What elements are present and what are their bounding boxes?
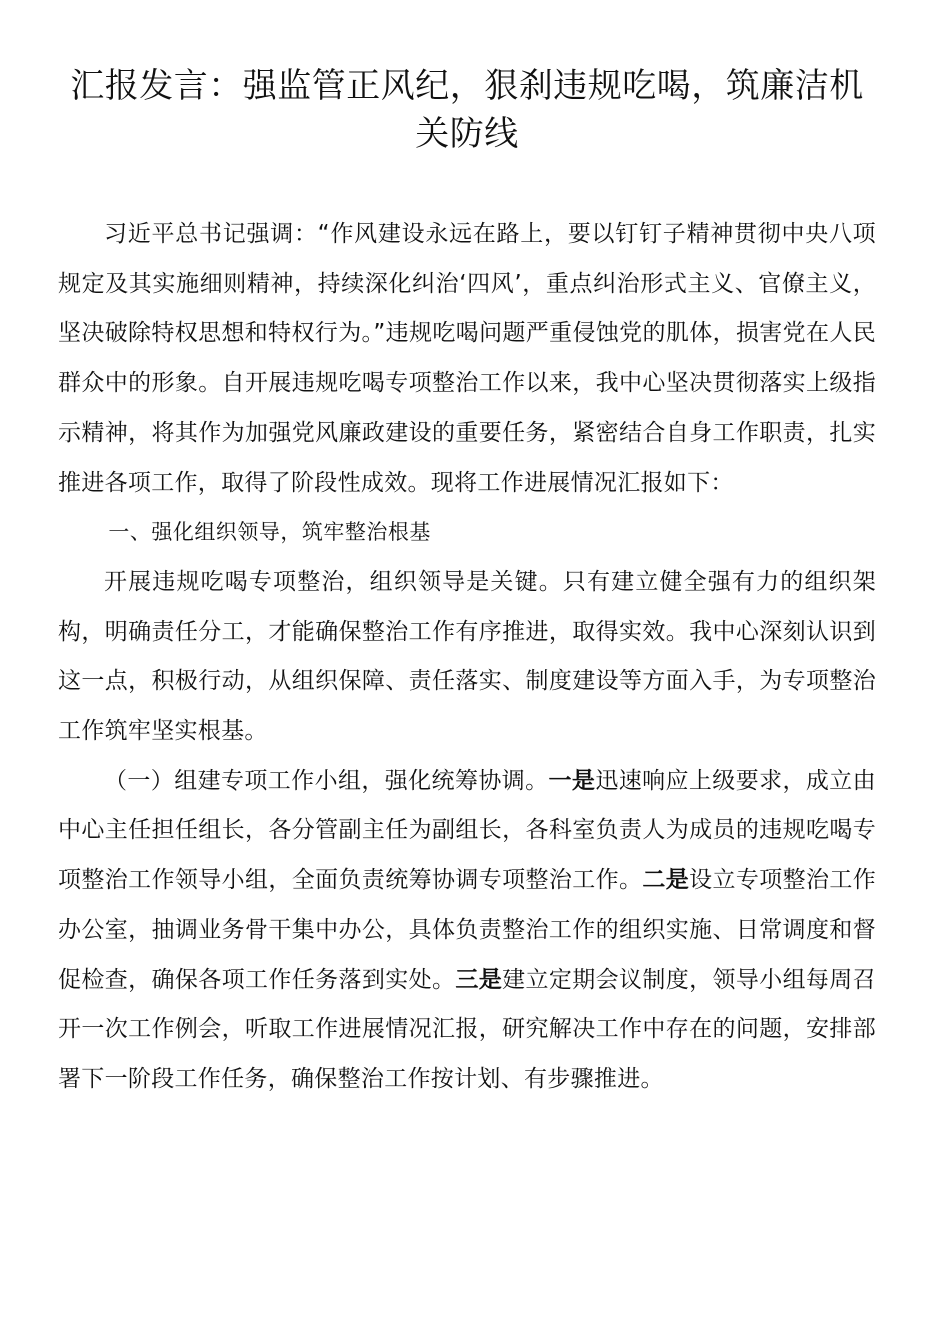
document-title: 汇报发言：强监管正风纪，狠刹违规吃喝，筑廉洁机关防线 — [70, 66, 864, 154]
point-marker-2: 二是 — [642, 867, 690, 894]
point-marker-1: 一是 — [548, 767, 596, 794]
section-paragraph: 开展违规吃喝专项整治，组织领导是关键。只有建立健全强有力的组织架构，明确责任分工，才能确保整治工作有序推进，取得实效。我中心深刻认识到这一点，积极行动，从组织保障、责任落实、制度建设等方面入手，为专项整治工作筑牢坚实根基。 — [58, 568, 876, 745]
document-body — [58, 210, 876, 1105]
point-marker-3: 三是 — [455, 966, 503, 993]
point-text-1: 迅速响应上级要求，成立由中心主任担任组长，各分管副主任为副组长，各科室负责人为成员的违规吃喝专项整治工作领导小组，全面负责统筹协调专项整治工作。 — [58, 767, 876, 894]
point-text-3: 建立定期会议制度，领导小组每周召开一次工作例会，听取工作进展情况汇报，研究解决工作中存在的问题，安排部署下一阶段工作任务，确保整治工作按计划、有步骤推进。 — [58, 966, 876, 1092]
subsection-paragraph — [58, 757, 876, 1105]
point-text-2: 设立专项整治工作办公室，抽调业务骨干集中办公，具体负责整治工作的组织实施、日常调度和督促检查，确保各项工作任务落到实处。 — [58, 867, 876, 993]
subsection-lead: （一）组建专项工作小组，强化统筹协调。 — [104, 767, 549, 794]
intro-paragraph: 习近平总书记强调：“作风建设永远在路上，要以钉钉子精神贯彻中央八项规定及其实施细则精神，持续深化纠治‘四风’，重点纠治形式主义、官僚主义，坚决破除特权思想和特权行为。”违规吃喝问题严重侵蚀党的肌体，损害党在人民群众中的形象。自开展违规吃喝专项整治工作以来，我中心坚决贯彻落实上级指示精神，将其作为加强党风廉政建设的重要任务，紧密结合自身工作职责，扎实推进各项工作，取得了阶段性成效。现将工作进展情况汇报如下： — [58, 221, 876, 496]
section-heading: 一、强化组织领导，筑牢整治根基 — [108, 520, 431, 545]
